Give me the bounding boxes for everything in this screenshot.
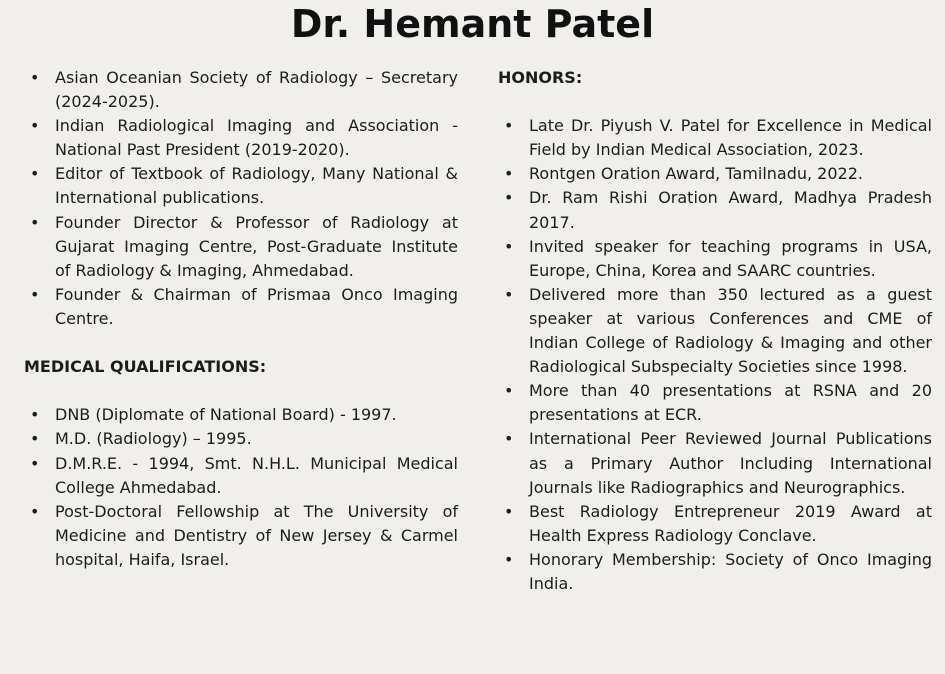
list-item: • M.D. (Radiology) – 1995. [24, 427, 458, 451]
bullet-icon: • [30, 284, 40, 304]
list-item: • Honorary Membership: Society of Onco Imaging India. [504, 549, 932, 593]
honors-heading: HONORS: [498, 68, 583, 87]
bullet-icon: • [504, 164, 514, 184]
list-item: • Delivered more than 350 lectured as a guest speaker at various Conferences and CME of Indian College of Radiology & Imaging and other Radiological Subspecialty Societies since 1998. [504, 284, 932, 377]
list-item: • Late Dr. Piyush V. Patel for Excellence in Medical Field by Indian Medical Association, 2023. [504, 116, 932, 160]
page-title: Dr. Hemant Patel [290, 2, 655, 46]
list-item: • Invited speaker for teaching programs in USA, Europe, China, Korea and SAARC countries. [504, 236, 932, 280]
qualifications-heading: MEDICAL QUALIFICATIONS: [24, 357, 267, 377]
spacer [24, 379, 458, 403]
list-item: • International Peer Reviewed Journal Publications as a Primary Author Including International Journals like Radiographics and Neurographics. [504, 429, 932, 497]
bullet-icon: • [30, 212, 40, 232]
bullet-icon: • [504, 236, 514, 256]
positions-list [24, 66, 458, 331]
list-item: • D.M.R.E. - 1994, Smt. N.H.L. Municipal Medical College Ahmedabad. [30, 453, 458, 497]
list-item: • Best Radiology Entrepreneur 2019 Award at Health Express Radiology Conclave. [504, 501, 932, 545]
bullet-icon: • [30, 429, 40, 449]
bullet-icon: • [30, 453, 40, 473]
spacer [498, 90, 932, 114]
list-item: • Indian Radiological Imaging and Association - National Past President (2019-2020). [30, 116, 458, 160]
qualifications-list [24, 403, 458, 572]
bullet-icon: • [504, 549, 514, 569]
bullet-icon: • [504, 116, 514, 136]
honors-list [498, 114, 932, 596]
left-column [24, 66, 458, 572]
bullet-icon: • [30, 68, 40, 87]
list-item: • Rontgen Oration Award, Tamilnadu, 2022. [498, 162, 932, 186]
bullet-icon: • [504, 381, 514, 401]
list-item: • Dr. Ram Rishi Oration Award, Madhya Pradesh 2017. [504, 188, 932, 232]
bullet-icon: • [504, 501, 514, 521]
spacer [24, 331, 458, 355]
right-column [498, 66, 932, 596]
list-item: • Founder Director & Professor of Radiology at Gujarat Imaging Centre, Post-Graduate Institute of Radiology & Imaging, Ahmedabad. [30, 212, 458, 280]
list-item: • Post-Doctoral Fellowship at The University of Medicine and Dentistry of New Jersey & Carmel hospital, Haifa, Israel. [30, 501, 458, 569]
bullet-icon: • [504, 284, 514, 304]
bullet-icon: • [504, 429, 514, 449]
list-item: • Founder & Chairman of Prismaa Onco Imaging Centre. [30, 284, 458, 328]
list-item: • DNB (Diplomate of National Board) - 1997. [24, 403, 458, 427]
bullet-icon: • [30, 501, 40, 521]
bullet-icon: • [30, 116, 40, 136]
list-item: • Asian Oceanian Society of Radiology – Secretary (2024-2025). [30, 68, 458, 112]
bullet-icon: • [30, 164, 40, 184]
list-item: • More than 40 presentations at RSNA and 20 presentations at ECR. [504, 381, 932, 425]
bullet-icon: • [30, 405, 40, 425]
list-item: • Editor of Textbook of Radiology, Many National & International publications. [30, 164, 458, 208]
bullet-icon: • [504, 188, 514, 208]
